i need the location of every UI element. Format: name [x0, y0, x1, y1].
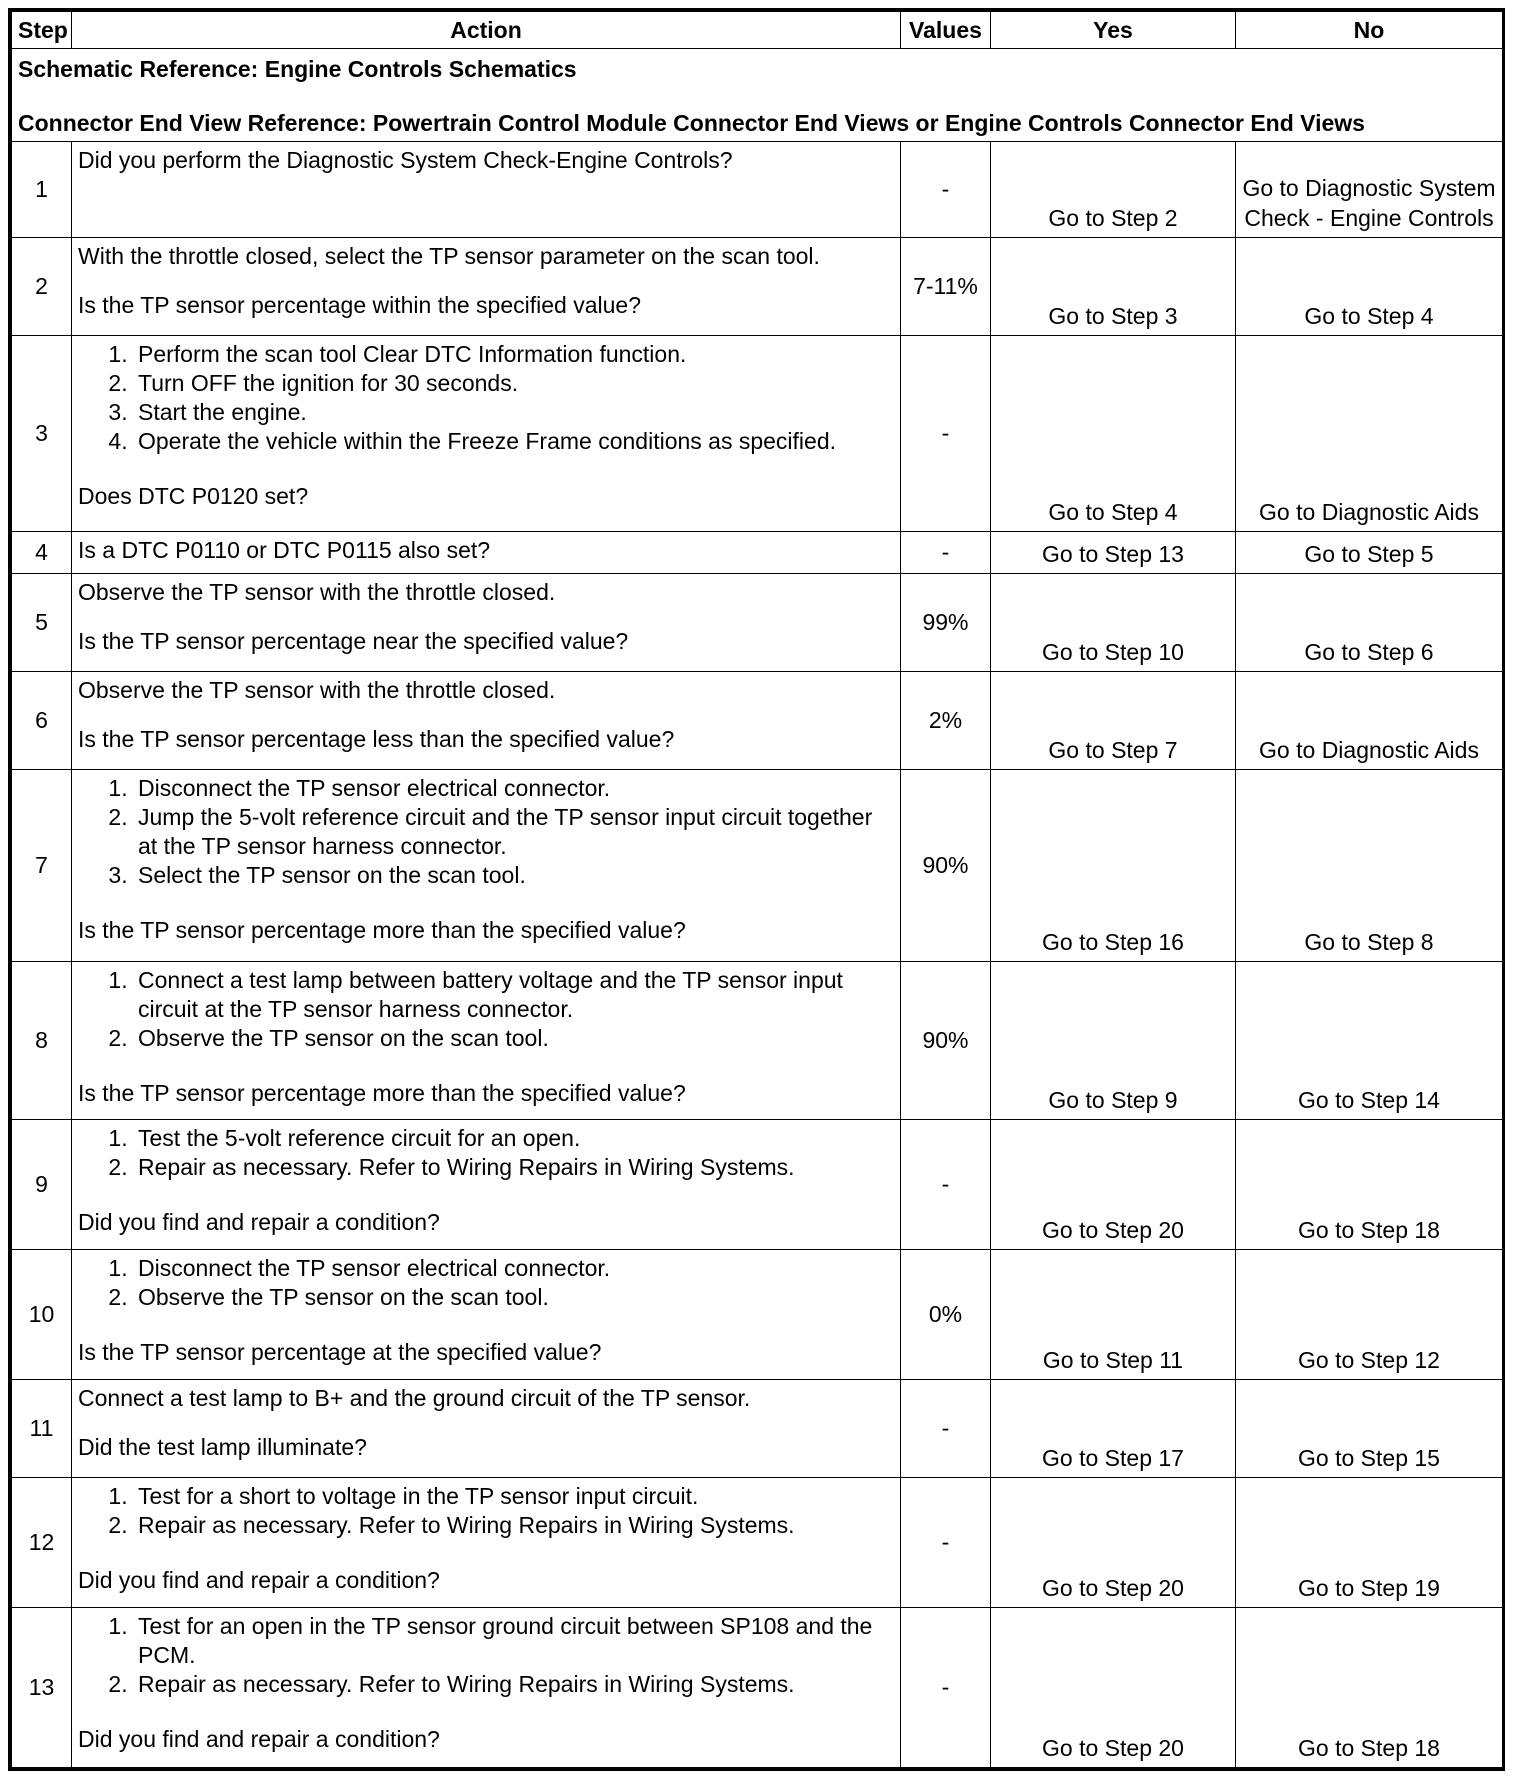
no-result: Go to Step 18	[1236, 1608, 1503, 1768]
no-result: Go to Diagnostic Aids	[1236, 336, 1503, 532]
no-result: Go to Step 19	[1236, 1478, 1503, 1608]
yes-result: Go to Step 16	[991, 770, 1236, 962]
action-question: Is the TP sensor percentage near the specified value?	[78, 628, 629, 654]
specified-value: 90%	[901, 962, 991, 1120]
step-number: 7	[12, 770, 72, 962]
action-cell	[72, 672, 901, 770]
action-cell	[72, 770, 901, 962]
specified-value: -	[901, 1478, 991, 1608]
action-cell	[72, 238, 901, 336]
step-row	[12, 1380, 1503, 1478]
action-cell	[72, 532, 901, 574]
yes-result: Go to Step 9	[991, 962, 1236, 1120]
step-row	[12, 1250, 1503, 1380]
yes-result: Go to Step 13	[991, 532, 1236, 574]
action-step-item: 2. Jump the 5-volt reference circuit and the TP sensor input circuit together at the TP sensor harness connector.	[134, 803, 894, 861]
action-cell	[72, 574, 901, 672]
action-step-item: 2. Observe the TP sensor on the scan tool.	[134, 1283, 894, 1312]
yes-result: Go to Step 20	[991, 1608, 1236, 1768]
action-steps-list	[78, 1254, 894, 1312]
yes-result: Go to Step 7	[991, 672, 1236, 770]
specified-value: -	[901, 532, 991, 574]
step-number: 3	[12, 336, 72, 532]
diagnostic-table-container	[8, 8, 1505, 1771]
step-number: 10	[12, 1250, 72, 1380]
specified-value: -	[901, 1608, 991, 1768]
step-row	[12, 1120, 1503, 1250]
diagnostic-table	[11, 11, 1503, 1768]
action-question: Does DTC P0120 set?	[78, 483, 309, 509]
action-question: Is the TP sensor percentage less than the specified value?	[78, 726, 675, 752]
step-row	[12, 672, 1503, 770]
action-step-item: 2. Repair as necessary. Refer to Wiring Repairs in Wiring Systems.	[134, 1670, 894, 1699]
action-step-item: 1. Disconnect the TP sensor electrical connector.	[134, 1254, 894, 1283]
reference-cell	[12, 49, 1503, 142]
action-steps-list	[78, 774, 894, 890]
action-intro: Did you perform the Diagnostic System Check-Engine Controls?	[78, 147, 733, 173]
action-cell	[72, 1250, 901, 1380]
no-result: Go to Step 5	[1236, 532, 1503, 574]
step-row	[12, 238, 1503, 336]
step-row	[12, 962, 1503, 1120]
no-result: Go to Diagnostic Aids	[1236, 672, 1503, 770]
step-number: 1	[12, 142, 72, 238]
action-cell	[72, 142, 901, 238]
specified-value: -	[901, 336, 991, 532]
yes-result: Go to Step 3	[991, 238, 1236, 336]
action-question: Did you find and repair a condition?	[78, 1567, 440, 1593]
step-row	[12, 1608, 1503, 1768]
action-step-item: 1. Test the 5-volt reference circuit for an open.	[134, 1124, 894, 1153]
action-step-item: 2. Observe the TP sensor on the scan tool.	[134, 1024, 894, 1053]
action-intro: Observe the TP sensor with the throttle closed.	[78, 677, 556, 703]
action-cell	[72, 1380, 901, 1478]
yes-result: Go to Step 10	[991, 574, 1236, 672]
action-question: Is the TP sensor percentage more than the specified value?	[78, 1080, 686, 1106]
step-row	[12, 574, 1503, 672]
action-step-item: 3. Start the engine.	[134, 398, 894, 427]
action-question: Did you find and repair a condition?	[78, 1726, 440, 1752]
action-cell	[72, 336, 901, 532]
specified-value: 90%	[901, 770, 991, 962]
no-result: Go to Step 12	[1236, 1250, 1503, 1380]
no-result: Go to Step 15	[1236, 1380, 1503, 1478]
action-cell	[72, 962, 901, 1120]
action-step-item: 2. Repair as necessary. Refer to Wiring Repairs in Wiring Systems.	[134, 1511, 894, 1540]
yes-result: Go to Step 17	[991, 1380, 1236, 1478]
action-cell	[72, 1478, 901, 1608]
action-step-item: 4. Operate the vehicle within the Freeze Frame conditions as specified.	[134, 427, 894, 456]
schematic-reference: Schematic Reference: Engine Controls Schematics	[18, 56, 577, 82]
action-steps-list	[78, 340, 894, 456]
header-values: Values	[901, 12, 991, 49]
action-question: Is the TP sensor percentage within the specified value?	[78, 292, 641, 318]
specified-value: 99%	[901, 574, 991, 672]
header-row	[12, 12, 1503, 49]
specified-value: -	[901, 1380, 991, 1478]
step-number: 12	[12, 1478, 72, 1608]
step-row	[12, 532, 1503, 574]
header-action: Action	[72, 12, 901, 49]
specified-value: 7-11%	[901, 238, 991, 336]
specified-value: -	[901, 1120, 991, 1250]
step-number: 9	[12, 1120, 72, 1250]
yes-result: Go to Step 20	[991, 1120, 1236, 1250]
specified-value: -	[901, 142, 991, 238]
action-cell	[72, 1608, 901, 1768]
step-number: 8	[12, 962, 72, 1120]
action-question: Did the test lamp illuminate?	[78, 1434, 367, 1460]
step-number: 6	[12, 672, 72, 770]
action-intro: Observe the TP sensor with the throttle closed.	[78, 579, 556, 605]
specified-value: 2%	[901, 672, 991, 770]
action-question: Is the TP sensor percentage more than the specified value?	[78, 917, 686, 943]
action-step-item: 1. Test for an open in the TP sensor ground circuit between SP108 and the PCM.	[134, 1612, 894, 1670]
header-no: No	[1236, 12, 1503, 49]
step-number: 2	[12, 238, 72, 336]
reference-row	[12, 49, 1503, 142]
action-step-item: 1. Disconnect the TP sensor electrical connector.	[134, 774, 894, 803]
step-number: 4	[12, 532, 72, 574]
step-row	[12, 142, 1503, 238]
step-number: 13	[12, 1608, 72, 1768]
action-step-item: 2. Repair as necessary. Refer to Wiring Repairs in Wiring Systems.	[134, 1153, 894, 1182]
no-result: Go to Step 6	[1236, 574, 1503, 672]
step-number: 11	[12, 1380, 72, 1478]
action-steps-list	[78, 1612, 894, 1699]
action-step-item: 1. Connect a test lamp between battery voltage and the TP sensor input circuit at the TP sensor harness connector.	[134, 966, 894, 1024]
no-result: Go to Step 18	[1236, 1120, 1503, 1250]
no-result: Go to Step 8	[1236, 770, 1503, 962]
action-step-item: 3. Select the TP sensor on the scan tool.	[134, 861, 894, 890]
action-intro: Connect a test lamp to B+ and the ground circuit of the TP sensor.	[78, 1385, 751, 1411]
action-intro: Is a DTC P0110 or DTC P0115 also set?	[78, 537, 491, 563]
step-row	[12, 770, 1503, 962]
action-step-item: 1. Perform the scan tool Clear DTC Information function.	[134, 340, 894, 369]
action-question: Is the TP sensor percentage at the specified value?	[78, 1339, 602, 1365]
yes-result: Go to Step 2	[991, 142, 1236, 238]
action-cell	[72, 1120, 901, 1250]
action-step-item: 1. Test for a short to voltage in the TP sensor input circuit.	[134, 1482, 894, 1511]
step-row	[12, 1478, 1503, 1608]
step-number: 5	[12, 574, 72, 672]
header-step: Step	[12, 12, 72, 49]
step-row	[12, 336, 1503, 532]
yes-result: Go to Step 11	[991, 1250, 1236, 1380]
specified-value: 0%	[901, 1250, 991, 1380]
action-steps-list	[78, 966, 894, 1053]
action-step-item: 2. Turn OFF the ignition for 30 seconds.	[134, 369, 894, 398]
no-result: Go to Diagnostic System Check - Engine Controls	[1236, 142, 1503, 238]
action-steps-list	[78, 1482, 894, 1540]
action-intro: With the throttle closed, select the TP sensor parameter on the scan tool.	[78, 243, 820, 269]
action-question: Did you find and repair a condition?	[78, 1209, 440, 1235]
yes-result: Go to Step 20	[991, 1478, 1236, 1608]
yes-result: Go to Step 4	[991, 336, 1236, 532]
connector-reference: Connector End View Reference: Powertrain Control Module Connector End Views or Engine Controls Connector End Views	[18, 110, 1365, 136]
header-yes: Yes	[991, 12, 1236, 49]
no-result: Go to Step 4	[1236, 238, 1503, 336]
no-result: Go to Step 14	[1236, 962, 1503, 1120]
action-steps-list	[78, 1124, 894, 1182]
